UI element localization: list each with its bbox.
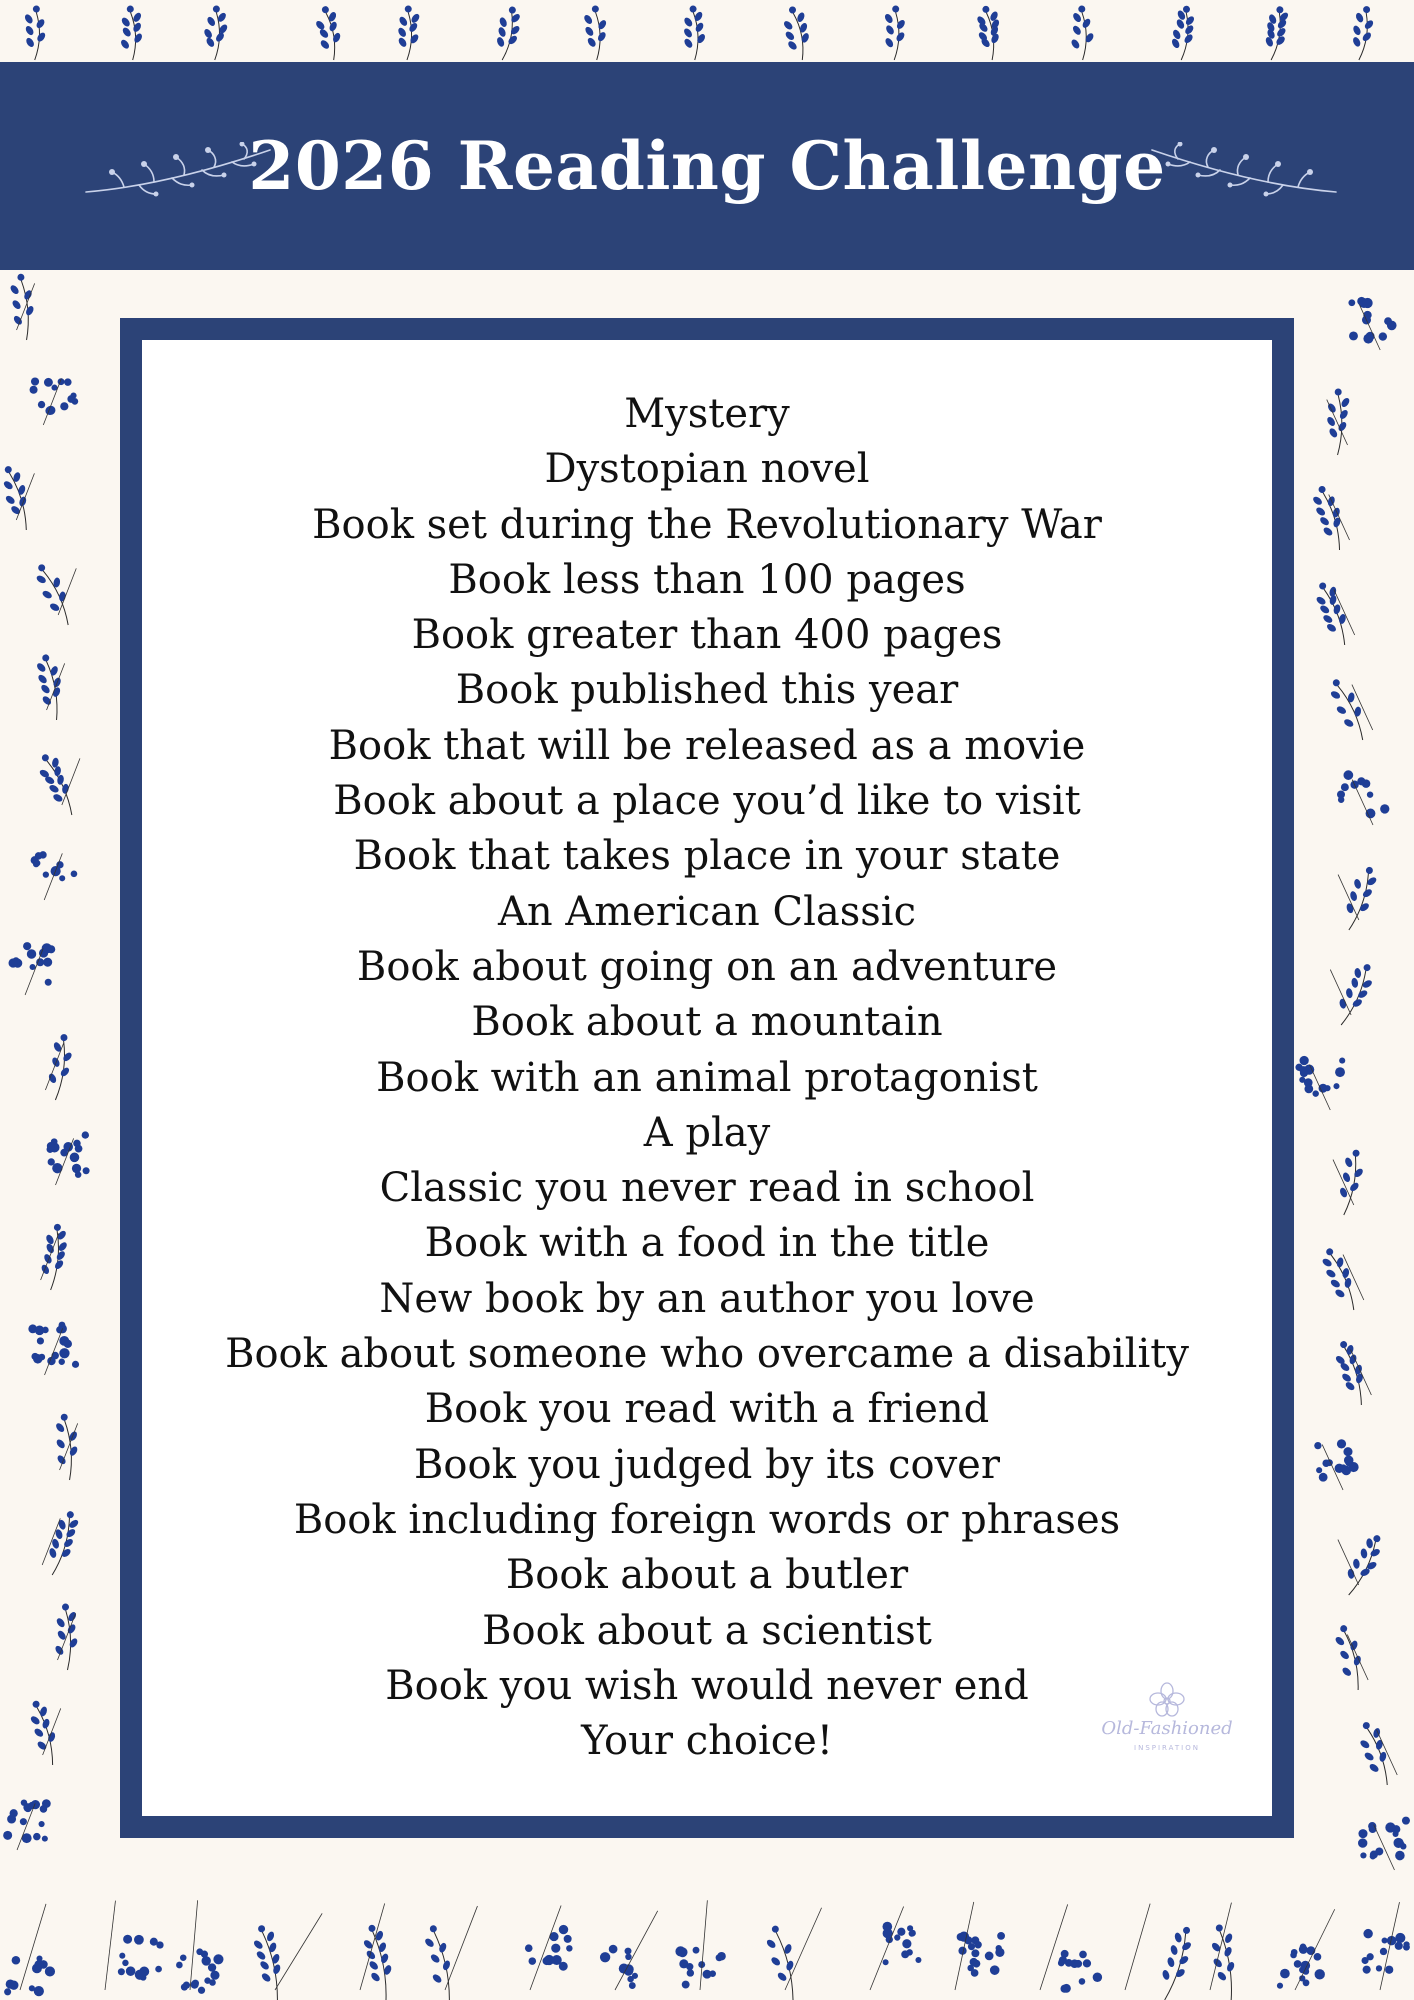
page-title: 2026 Reading Challenge xyxy=(248,127,1166,205)
challenge-item: An American Classic xyxy=(498,888,916,935)
challenge-item: Book about a butler xyxy=(505,1552,909,1599)
challenge-item: Book published this year xyxy=(455,667,959,714)
challenge-item: Book set during the Revolutionary War xyxy=(312,501,1102,548)
challenge-item: New book by an author you love xyxy=(379,1275,1035,1322)
flower-logo-icon xyxy=(1142,1682,1192,1722)
header-banner xyxy=(0,62,1414,270)
challenge-item: Book about a scientist xyxy=(482,1607,932,1654)
challenge-item: Book greater than 400 pages xyxy=(411,612,1003,659)
challenge-item: Book including foreign words or phrases xyxy=(293,1496,1121,1543)
challenge-item: Book about a mountain xyxy=(471,999,943,1046)
challenge-list xyxy=(142,387,1272,1769)
challenge-item: Book you wish would never end xyxy=(385,1662,1029,1709)
challenge-item: Book about someone who overcame a disability xyxy=(225,1331,1189,1378)
challenge-item: Your choice! xyxy=(581,1718,833,1765)
logo-name: Old-Fashioned xyxy=(1101,1718,1233,1739)
challenge-card xyxy=(120,318,1294,1838)
brand-logo xyxy=(1092,1682,1242,1762)
challenge-item: Book less than 100 pages xyxy=(448,556,966,603)
challenge-item: Dystopian novel xyxy=(544,446,870,493)
challenge-item: Mystery xyxy=(624,391,790,437)
challenge-item: Book with an animal protagonist xyxy=(376,1054,1038,1101)
challenge-item: Book with a food in the title xyxy=(424,1220,990,1267)
challenge-item: Book that takes place in your state xyxy=(353,833,1061,880)
leafy-sprig-icon xyxy=(1148,142,1338,198)
challenge-item: Book about a place you’d like to visit xyxy=(333,778,1081,825)
logo-tagline: INSPIRATION xyxy=(1134,1744,1200,1752)
challenge-item: Book you judged by its cover xyxy=(414,1441,1000,1488)
challenge-item: Book you read with a friend xyxy=(424,1386,990,1433)
challenge-item: A play xyxy=(643,1109,771,1156)
challenge-item: Classic you never read in school xyxy=(379,1165,1035,1212)
challenge-item: Book about going on an adventure xyxy=(356,943,1058,990)
challenge-item: Book that will be released as a movie xyxy=(328,722,1086,769)
